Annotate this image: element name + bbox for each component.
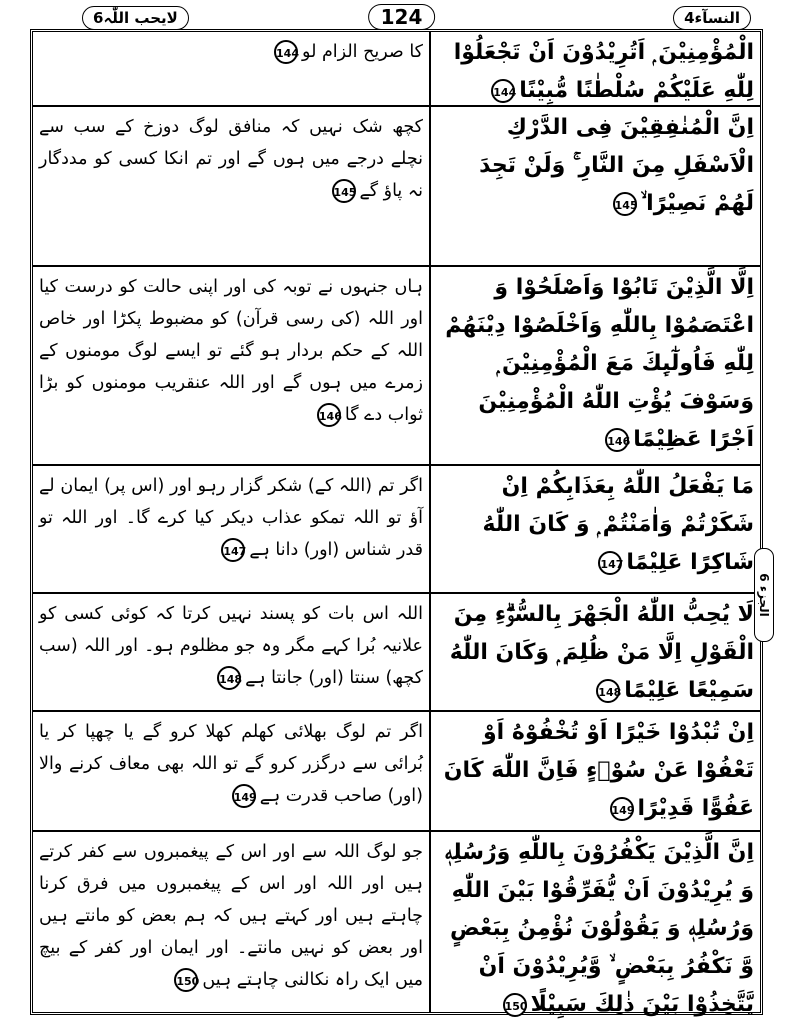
verse-number-marker: 149: [232, 784, 256, 808]
arabic-verse: اِلَّا الَّذِیْنَ تَابُوْا وَاَصْلَحُوْا وَ اعْتَصَمُوْا بِاللّٰهِ وَاَخْلَصُوْا دِیْنَهُمْ لِلّٰهِ فَاُولٰٓىِٕكَ مَعَ الْمُؤْمِنِیْنَ ۭ وَسَوْفَ یُؤْتِ اللّٰهُ الْمُؤْمِنِیْنَ اَجْرًا عَظِیْمًا146: [445, 275, 754, 452]
verse-row-150: [33, 830, 760, 1017]
surah-label: النسآء4: [673, 6, 751, 30]
arabic-verse: الْمُؤْمِنِیْنَ ۭ اَتُرِیْدُوْنَ اَنْ تَجْعَلُوْا لِلّٰهِ عَلَیْكُمْ سُلْطٰنًا مُّبِیْنًا144: [453, 40, 754, 103]
juz-label: الجزء 6: [757, 573, 771, 617]
urdu-translation: ہاں جنہوں نے توبہ کی اور اپنی حالت کو درست کیا اور اللہ (کی رسی قرآن) کو مضبوط پکڑا اور خاص اللہ کے حکم بردار ہو گئے تو ایسے لوگ مومنوں کے زمرے میں ہوں گے اور اللہ عنقریب مومنوں کو بڑا ثواب دے گا146: [39, 277, 423, 425]
page-header: [22, 4, 781, 30]
verse-row-147: [33, 464, 760, 594]
verse-number-marker: 144: [274, 40, 298, 64]
urdu-translation: اللہ اس بات کو پسند نہیں کرتا کہ کوئی کسی کو علانیہ بُرا کہے مگر وہ جو مظلوم ہو۔ اور اللہ (سب کچھ) سنتا (اور) جانتا ہے148: [39, 604, 423, 688]
arabic-verse: اِنْ تُبْدُوْا خَیْرًا اَوْ تُخْفُوْهُ اَوْ تَعْفُوْا عَنْ سُوْۗءٍ فَاِنَّ اللّٰهَ كَانَ عَفُوًّا قَدِیْرًا149: [443, 720, 754, 821]
verse-number-marker: 148: [596, 679, 620, 703]
page-frame: [30, 29, 763, 1015]
page-number: 124: [368, 4, 436, 30]
verse-number-marker: 150: [174, 968, 198, 992]
arabic-verse: اِنَّ الْمُنٰفِقِیْنَ فِی الدَّرْكِ الْاَسْفَلِ مِنَ النَّارِ ۚ وَلَنْ تَجِدَ لَهُمْ نَصِیْرًا ۙ145: [479, 115, 754, 216]
arabic-verse: مَا یَفْعَلُ اللّٰهُ بِعَذَابِكُمْ اِنْ شَكَرْتُمْ وَاٰمَنْتُمْ ۭ وَ كَانَ اللّٰهُ شَاكِرًا عَلِیْمًا147: [482, 474, 754, 575]
verse-number-marker: 149: [610, 797, 634, 821]
verse-number-marker: 146: [605, 428, 629, 452]
verse-row-149: [33, 710, 760, 832]
verse-number-marker: 145: [613, 192, 637, 216]
arabic-verse: لَا یُحِبُّ اللّٰهُ الْجَهْرَ بِالسُّوْۗءِ مِنَ الْقَوْلِ اِلَّا مَنْ ظُلِمَ ۭ وَكَانَ اللّٰهُ سَمِیْعًا عَلِیْمًا148: [449, 602, 754, 703]
urdu-translation: جو لوگ اللہ سے اور اس کے پیغمبروں سے کفر کرتے ہیں اور اللہ اور اس کے پیغمبروں میں فرق کرنا چاہتے ہیں اور کہتے ہیں کہ ہم بعض کو مانتے ہیں اور بعض کو نہیں مانتے۔ اور ایمان اور کفر کے بیچ میں ایک راہ نکالنی چاہتے ہیں150: [39, 842, 423, 990]
verse-number-marker: 147: [221, 538, 245, 562]
verse-number-marker: 145: [332, 179, 356, 203]
verse-number-marker: 150: [503, 993, 527, 1017]
verse-rows: [33, 32, 760, 1017]
urdu-translation: اگر تم لوگ بھلائی کھلم کھلا کرو گے یا چھپا کر یا بُرائی سے درگزر کرو گے تو اللہ بھی معاف کرنے والا (اور) صاحب قدرت ہے149: [39, 722, 423, 806]
verse-row-146: [33, 265, 760, 466]
para-label: لایحب اللّٰہ6: [82, 6, 189, 30]
juz-side-tab: [754, 548, 774, 642]
verse-number-marker: 147: [598, 551, 622, 575]
verse-row-144: [33, 32, 760, 105]
urdu-translation: کچھ شک نہیں کہ منافق لوگ دوزخ کے سب سے نچلے درجے میں ہوں گے اور تم انکا کسی کو مددگار نہ پاؤ گے145: [39, 117, 423, 201]
verse-row-145: [33, 105, 760, 267]
verse-number-marker: 146: [317, 403, 341, 427]
verse-number-marker: 148: [217, 666, 241, 690]
urdu-translation: کا صریح الزام لو144: [276, 42, 423, 62]
arabic-verse: اِنَّ الَّذِیْنَ یَكْفُرُوْنَ بِاللّٰهِ وَرُسُلِهٖ وَ یُرِیْدُوْنَ اَنْ یُّفَرِّقُوْا بَیْنَ اللّٰهِ وَرُسُلِهٖ وَ یَقُوْلُوْنَ نُؤْمِنُ بِبَعْضٍ وَّ نَكْفُرُ بِبَعْضٍ ۙ وَّیُرِیْدُوْنَ اَنْ یَّتَّخِذُوْا بَیْنَ ذٰلِكَ سَبِیْلًا150: [444, 840, 754, 1017]
verse-row-148: [33, 592, 760, 712]
verse-number-marker: 144: [491, 79, 515, 103]
urdu-translation: اگر تم (اللہ کے) شکر گزار رہو اور (اس پر) ایمان لے آؤ تو اللہ تمکو عذاب دیکر کیا کرے گا۔ اور اللہ تو قدر شناس (اور) دانا ہے147: [39, 476, 423, 560]
